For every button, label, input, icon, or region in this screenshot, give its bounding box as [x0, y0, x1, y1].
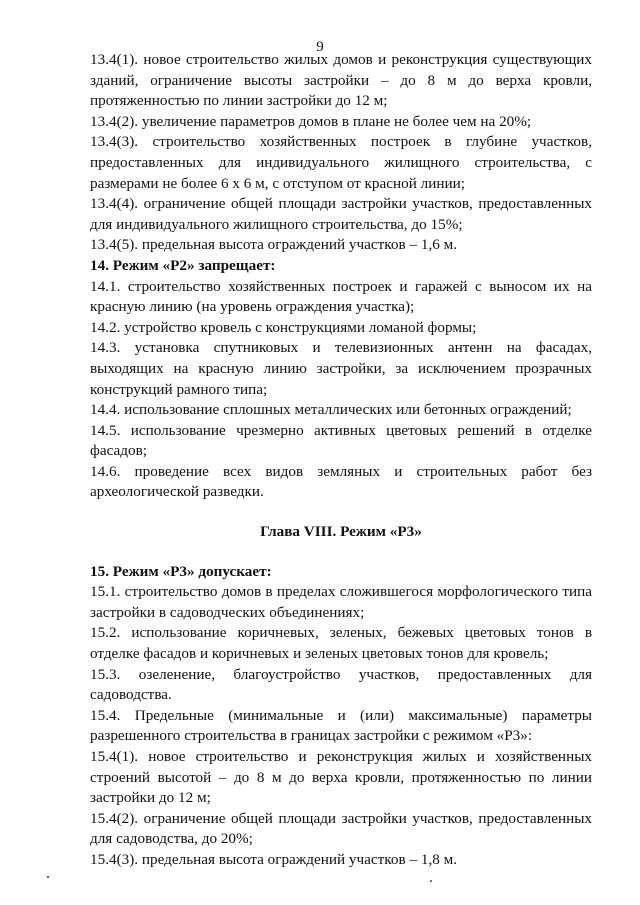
paragraph-14-6: 14.6. проведение всех видов земляных и строительных работ без археологической разведки.: [90, 462, 592, 501]
paragraph-13-4-1: 13.4(1). новое строительство жилых домов и реконструкция существующих зданий, ограничение высоты застройки – до 8 м до верха кровли, протяженностью по линии застройки до 12 м;: [90, 51, 592, 110]
paragraph-15-4-3: 15.4(3). предельная высота ограждений участков – 1,8 м.: [90, 850, 458, 868]
chapter-heading: Глава VIII. Режим «Р3»: [260, 523, 422, 541]
paragraph-13-4-2: 13.4(2). увеличение параметров домов в плане не более чем на 20%;: [90, 112, 532, 130]
paragraph-15-1: 15.1. строительство домов в пределах сложившегося морфологического типа застройки в садоводческих объединениях;: [90, 583, 592, 621]
paragraph-15-4-2: 15.4(2). ограничение общей площади застройки участков, предоставленных для садоводства, до 20%;: [90, 809, 592, 848]
paragraph-13-4-4: 13.4(4). ограничение общей площади застройки участков, предоставленных для индивидуального жилищного строительства, до 15%;: [90, 195, 592, 233]
document-body: [90, 50, 592, 871]
section-heading-14: 14. Режим «Р2» запрещает:: [90, 256, 276, 274]
paragraph-15-4: 15.4. Предельные (минимальные и (или) максимальные) параметры разрешенного строительства в границах застройки с режимом «Р3»:: [90, 706, 592, 745]
scan-speck: [430, 880, 432, 882]
paragraph-14-3: 14.3. установка спутниковых и телевизионных антенн на фасадах, выходящих на красную линию застройки, за исключением прозрачных конструкций рамного типа;: [90, 339, 592, 398]
paragraph-13-4-3: 13.4(3). строительство хозяйственных построек в глубине участков, предоставленных для индивидуального жилищного строительства, с размерами не более 6 х 6 м, с отступом от красной линии;: [90, 133, 592, 192]
paragraph-15-2: 15.2. использование коричневых, зеленых, бежевых цветовых тонов в отделке фасадов и коричневых и зеленых цветовых тонов для кровель;: [90, 624, 592, 663]
section-heading-15: 15. Режим «Р3» допускает:: [90, 562, 272, 580]
paragraph-15-3: 15.3. озеленение, благоустройство участков, предоставленных для садоводства.: [90, 665, 592, 704]
scan-speck: [47, 876, 49, 878]
page-number: 9: [316, 39, 324, 55]
paragraph-14-4: 14.4. использование сплошных металлических или бетонных ограждений;: [90, 401, 572, 419]
paragraph-14-1: 14.1. строительство хозяйственных построек и гаражей с выносом их на красную линию (на уровень ограждения участка);: [90, 277, 592, 316]
paragraph-14-5: 14.5. использование чрезмерно активных цветовых решений в отделке фасадов;: [90, 421, 592, 460]
paragraph-14-2: 14.2. устройство кровель с конструкциями ломаной формы;: [90, 318, 477, 336]
paragraph-13-4-5: 13.4(5). предельная высота ограждений участков – 1,6 м.: [90, 236, 458, 254]
paragraph-15-4-1: 15.4(1). новое строительство и реконструкция жилых и хозяйственных строений высотой – до 8 м до верха кровли, протяженностью по линии застройки до 12 м;: [90, 748, 592, 807]
